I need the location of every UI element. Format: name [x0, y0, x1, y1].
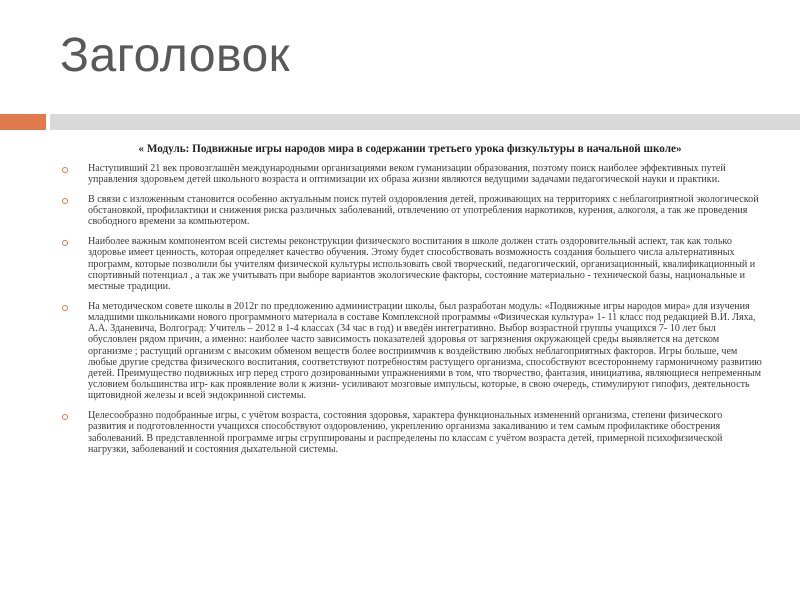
header-band [50, 114, 800, 130]
bullet-item [62, 163, 762, 185]
bullet-circle-icon [62, 414, 68, 420]
bullet-circle-icon [62, 198, 68, 204]
bullet-item [62, 236, 762, 292]
bullet-text: На методическом совете школы в 2012г по предложению администрации школы, был разработан модуль: «Подвижные игры народов мира» для изучения младшими школьниками нового программного материала в составе Комплексной программы «Физическая культура» 1- 11 класс под редакцией В.И. Ляха, А.А. Зданевича, Волгоград: Учитель – 2012 в 1-4 классах (34 час в год) и введён интегративно. Выбор возрастной группы учащихся 7- 10 лет был обусловлен рядом причин, а именно: наиболее часто зависимость показателей здоровья от загрязнения окружающей среды выявляется на детском организме ; растущий организм с высоким обменом веществ более восприимчив к воздействию любых неблагоприятных факторов. Игры больше, чем любые другие средства физического воспитания, соответствуют потребностям растущего организма, способствуют всестороннему гармоничному развитию детей. Преимущество подвижных игр перед строго дозированными упражнениями в том, что творчество, фантазия, инициатива, являющиеся непременным условием большинства игр- как проявление воли к жизни- усиливают мозговые импульсы, которые, в свою очередь, стимулируют гипофиз, деятельность щитовидной железы и всей эндокринной системы. [88, 300, 762, 402]
bullet-text: В связи с изложенным становится особенно актуальным поиск путей оздоровления детей, проживающих на территориях с неблагоприятной экологической обстановкой, профилактики и снижения риска различных заболеваний, отвлечению от употребления наркотиков, курения, алкоголя, а так же проведения свободного времени за компьютером. [88, 194, 759, 228]
bullet-text: Наступивший 21 век провозглашён международными организациями веком гуманизации образования, поэтому поиск наиболее эффективных путей управления здоровьем детей школьного возраста и оптимизации их образа жизни являются ведущими задачами педагогической науки и практики. [88, 163, 726, 186]
bullet-text: Наиболее важным компонентом всей системы реконструкции физического воспитания в школе должен стать оздоровительный аспект, так как только здоровье имеет ценность, которая определяет качество обучения. Этому будет способствовать возможность создания большего числа альтернативных программ, которые позволили бы учителям физической культуры использовать свой творческий, педагогический, организационный, квалификационный и спортивный потенциал , а так же учитывать при выборе вариантов экологические факторы, состояние материально - технической базы, национальные и местные традиции. [88, 236, 756, 293]
bullet-text: Целесообразно подобранные игры, с учётом возраста, состояния здоровья, характера функциональных изменений организма, степени физического развития и подготовленности учащихся способствуют оздоровлению, укреплению организма закаливанию и тем самым профилактике обострения заболеваний. В представленной программе игры сгруппированы и распределены по классам с учётом возраста детей, примерной психофизической нагрузки, заболеваний и состояния дыхательной системы. [88, 410, 723, 455]
accent-bar [0, 114, 46, 130]
slide-title: Заголовок [60, 29, 291, 82]
bullet-item [62, 194, 762, 228]
slide-subtitle: « Модуль: Подвижные игры народов мира в содержании третьего урока физкультуры в начальной школе» [138, 143, 682, 155]
bullet-circle-icon [62, 167, 68, 173]
bullet-item [62, 301, 762, 402]
bullet-item [62, 410, 762, 455]
bullet-circle-icon [62, 305, 68, 311]
bullet-circle-icon [62, 240, 68, 246]
bullet-list [62, 163, 762, 464]
